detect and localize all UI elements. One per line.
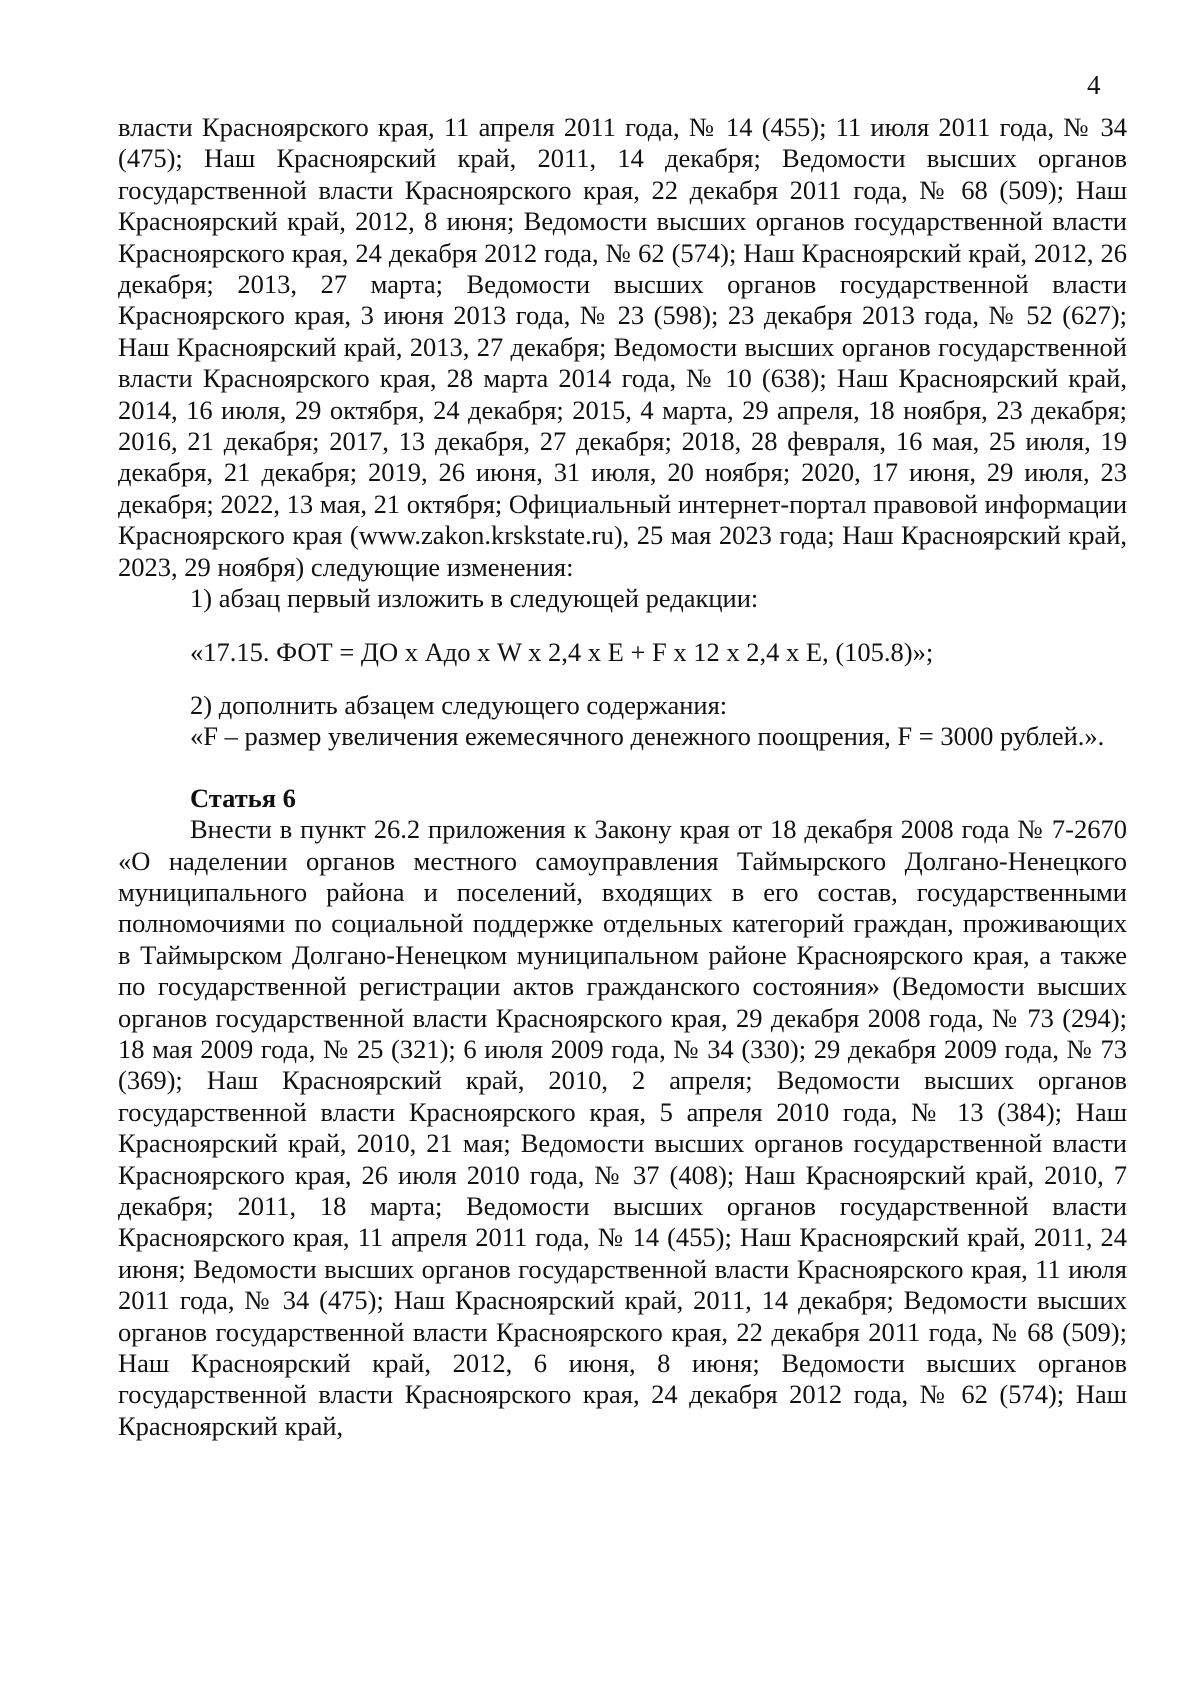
amendment-item-1: 1) абзац первый изложить в следующей редакции: (190, 583, 759, 614)
document-body (118, 112, 1127, 1442)
intro-paragraph: власти Красноярского края, 11 апреля 2011 года, № 14 (455); 11 июля 2011 года, № 34 (475); Наш Красноярский край, 2011, 14 декабря; Ведомости высших органов государственной власти Красноярского края, 22 декабря 2011 года, № 68 (509); Наш Красноярский край, 2012, 8 июня; Ведомости высших органов государственной власти Красноярского края, 24 декабря 2012 года, № 62 (574); Наш Красноярский край, 2012, 26 декабря; 2013, 27 марта; Ведомости высших органов государственной власти Красноярского края, 3 июня 2013 года, № 23 (598); 23 декабря 2013 года, № 52 (627); Наш Красноярский край, 2013, 27 декабря; Ведомости высших органов государственной власти Красноярского края, 28 марта 2014 года, № 10 (638); Наш Красноярский край, 2014, 16 июля, 29 октября, 24 декабря; 2015, 4 марта, 29 апреля, 18 ноября, 23 декабря; 2016, 21 декабря; 2017, 13 декабря, 27 декабря; 2018, 28 февраля, 16 мая, 25 июля, 19 декабря, 21 декабря; 2019, 26 июня, 31 июля, 20 ноября; 2020, 17 июня, 29 июля, 23 декабря; 2022, 13 мая, 21 октября; Официальный интернет-портал правовой информации Красноярского края (www.zakon.krskstate.ru), 25 мая 2023 года; Наш Красноярский край, 2023, 29 ноября) следующие изменения: (118, 112, 1127, 582)
f-definition-paragraph: «F – размер увеличения ежемесячного денежного поощрения, F = 3000 рублей.». (190, 721, 1105, 752)
article-paragraph: Внести в пункт 26.2 приложения к Закону края от 18 декабря 2008 года № 7-2670 «О наделении органов местного самоуправления Таймырского Долгано-Ненецкого муниципального района и поселений, входящих в его состав, государственными полномочиями по социальной поддержке отдельных категорий граждан, проживающих в Таймырском Долгано-Ненецком муниципальном районе Красноярского края, а также по государственной регистрации актов гражданского состояния» (Ведомости высших органов государственной власти Красноярского края, 29 декабря 2008 года, № 73 (294); 18 мая 2009 года, № 25 (321); 6 июля 2009 года, № 34 (330); 29 декабря 2009 года, № 73 (369); Наш Красноярский край, 2010, 2 апреля; Ведомости высших органов государственной власти Красноярского края, 5 апреля 2010 года, № 13 (384); Наш Красноярский край, 2010, 21 мая; Ведомости высших органов государственной власти Красноярского края, 26 июля 2010 года, № 37 (408); Наш Красноярский край, 2010, 7 декабря; 2011, 18 марта; Ведомости высших органов государственной власти Красноярского края, 11 апреля 2011 года, № 14 (455); Наш Красноярский край, 2011, 24 июня; Ведомости высших органов государственной власти Красноярского края, 11 июля 2011 года, № 34 (475); Наш Красноярский край, 2011, 14 декабря; Ведомости высших органов государственной власти Красноярского края, 22 декабря 2011 года, № 68 (509); Наш Красноярский край, 2012, 6 июня, 8 июня; Ведомости высших органов государственной власти Красноярского края, 24 декабря 2012 года, № 62 (574); Наш Красноярский край, (118, 814, 1127, 1441)
page-number: 4 (1087, 70, 1101, 100)
formula-line: «17.15. ФОТ = ДО х Адо х W х 2,4 х Е + F х 12 х 2,4 х Е, (105.8)»; (190, 636, 934, 667)
amendment-item-2: 2) дополнить абзацем следующего содержания: (190, 689, 728, 720)
article-heading: Статья 6 (190, 782, 296, 813)
section-gap (118, 753, 1127, 783)
